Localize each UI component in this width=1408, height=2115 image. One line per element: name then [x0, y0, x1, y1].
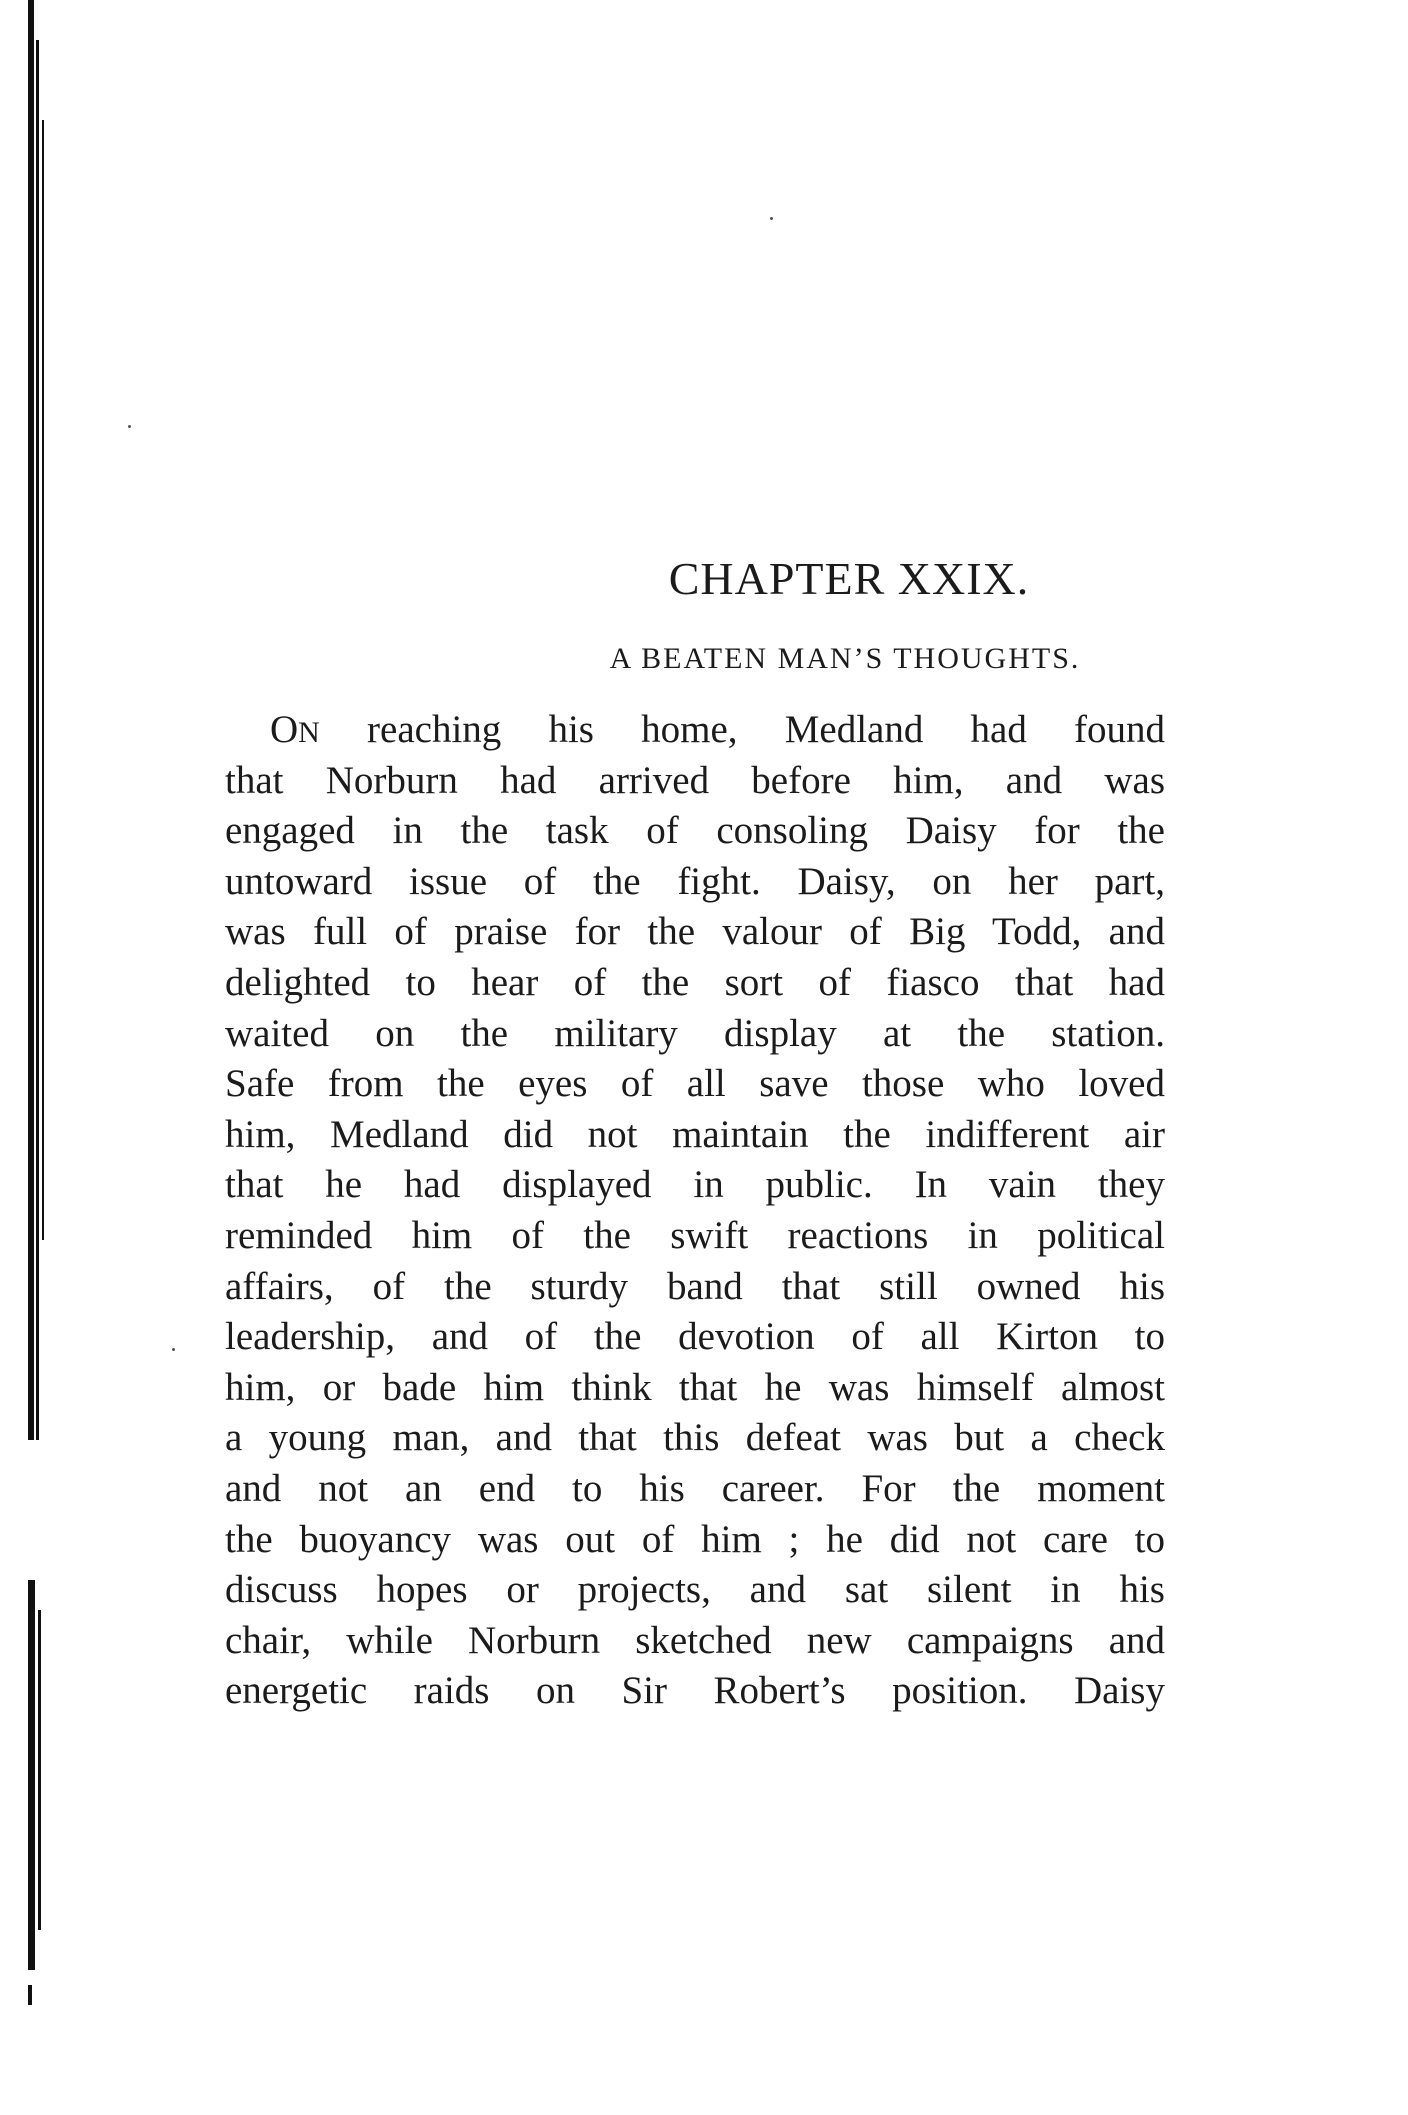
scan-speck: [770, 217, 773, 220]
chapter-subtitle-text: A BEATEN MAN’S THOUGHTS.: [609, 642, 1081, 675]
text-line: waited on the military display at the station.: [225, 1011, 1165, 1055]
text-line: [225, 705, 1165, 756]
binding-shadow: [22, 1580, 56, 1970]
line-text: reaching his home, Medland had found: [319, 708, 1165, 751]
body-paragraph: [225, 705, 1165, 1717]
text-line: Safe from the eyes of all save those who loved: [225, 1062, 1165, 1106]
text-line: a young man, and that this defeat was but a check: [225, 1416, 1165, 1460]
binding-shadow: [22, 0, 56, 1440]
text-line: chair, while Norburn sketched new campaigns and: [225, 1618, 1165, 1662]
chapter-subtitle: [0, 642, 1408, 676]
scan-speck: [172, 1348, 175, 1351]
text-line: him, or bade him think that he was himself almost: [225, 1365, 1165, 1409]
text-line: him, Medland did not maintain the indifferent air: [225, 1112, 1165, 1156]
text-line: discuss hopes or projects, and sat silent in his: [225, 1568, 1165, 1612]
text-line: leadership, and of the devotion of all Kirton to: [225, 1315, 1165, 1359]
text-line: delighted to hear of the sort of fiasco that had: [225, 960, 1165, 1004]
text-line: that Norburn had arrived before him, and was: [225, 758, 1165, 802]
text-line: the buoyancy was out of him ; he did not care to: [225, 1517, 1165, 1561]
chapter-title: CHAPTER XXIX.: [668, 553, 1030, 604]
text-line: reminded him of the swift reactions in political: [225, 1213, 1165, 1257]
text-line: untoward issue of the fight. Daisy, on her part,: [225, 859, 1165, 903]
chapter-heading: [0, 552, 1408, 605]
text-line: energetic raids on Sir Robert’s position. Daisy: [225, 1669, 1165, 1713]
text-line: affairs, of the sturdy band that still owned his: [225, 1264, 1165, 1308]
scan-speck: [128, 425, 131, 428]
text-line: that he had displayed in public. In vain they: [225, 1163, 1165, 1207]
text-line: engaged in the task of consoling Daisy for the: [225, 809, 1165, 853]
text-line: was full of praise for the valour of Big Todd, and: [225, 910, 1165, 954]
small-caps-lead: N: [298, 716, 320, 749]
text-line: and not an end to his career. For the moment: [225, 1466, 1165, 1510]
binding-shadow: [22, 1985, 56, 2005]
drop-initial: O: [270, 708, 299, 751]
